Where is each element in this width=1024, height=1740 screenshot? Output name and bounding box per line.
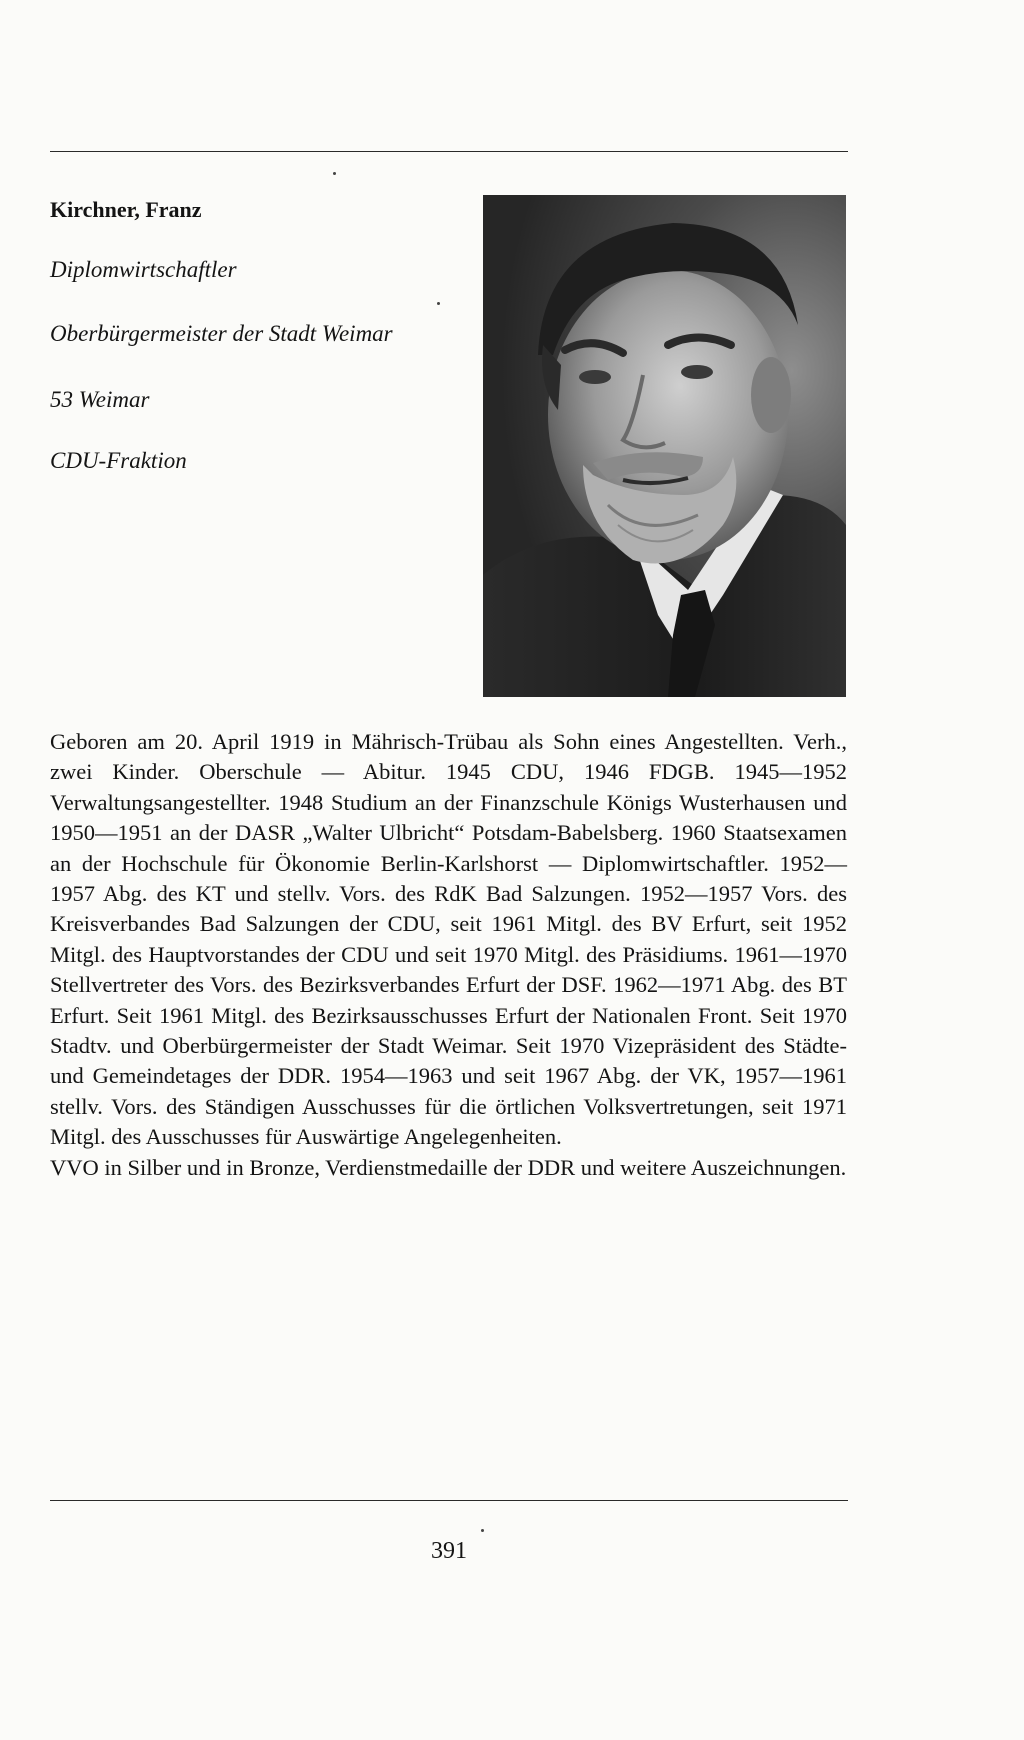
portrait-photo [483, 195, 846, 697]
profession: Diplomwirtschaftler [50, 257, 237, 282]
bottom-divider [50, 1500, 848, 1501]
print-speck [333, 172, 336, 175]
top-divider [50, 151, 848, 152]
page-number: 391 [431, 1538, 467, 1564]
print-speck [437, 302, 440, 305]
print-speck [481, 1529, 484, 1532]
biography [50, 727, 847, 1183]
address: 53 Weimar [50, 387, 150, 412]
biography-paragraph: Geboren am 20. April 1919 in Mährisch-Trübau als Sohn eines Angestellten. Verh., zwei Kinder. Oberschule — Abitur. 1945 CDU, 1946 FDGB. 1945—1952 Verwaltungsangestellter. 1948 Studium an der Finanzschule Königs Wusterhausen und 1950—1951 an der DASR „Walter Ulbricht“ Potsdam-Babelsberg. 1960 Staatsexamen an der Hochschule für Ökonomie Berlin-Karlshorst — Diplomwirtschaftler. 1952—1957 Abg. des KT und stellv. Vors. des RdK Bad Salzungen. 1952—1957 Vors. des Kreisverbandes Bad Salzungen der CDU, seit 1961 Mitgl. des BV Erfurt, seit 1952 Mitgl. des Hauptvorstandes der CDU und seit 1970 Mitgl. des Präsidiums. 1961—1970 Stellvertreter des Vors. des Bezirksverbandes Erfurt der DSF. 1962—1971 Abg. des BT Erfurt. Seit 1961 Mitgl. des Bezirksausschusses Erfurt der Nationalen Front. Seit 1970 Stadtv. und Oberbürgermeister der Stadt Weimar. Seit 1970 Vizepräsident des Städte- und Gemeindetages der DDR. 1954—1963 und seit 1967 Abg. der VK, 1957—1961 stellv. Vors. des Ständigen Ausschusses für die örtlichen Volksvertretungen, seit 1971 Mitgl. des Ausschusses für Auswärtige Angelegenheiten. [50, 729, 847, 1150]
position: Oberbürgermeister der Stadt Weimar [50, 321, 393, 346]
portrait-illustration [483, 195, 846, 697]
entry-header [50, 196, 460, 473]
biography-paragraph: VVO in Silber und in Bronze, Verdienstmedaille der DDR und weitere Auszeichnungen. [50, 1154, 847, 1180]
person-name: Kirchner, Franz [50, 197, 202, 222]
faction: CDU-Fraktion [50, 448, 187, 473]
